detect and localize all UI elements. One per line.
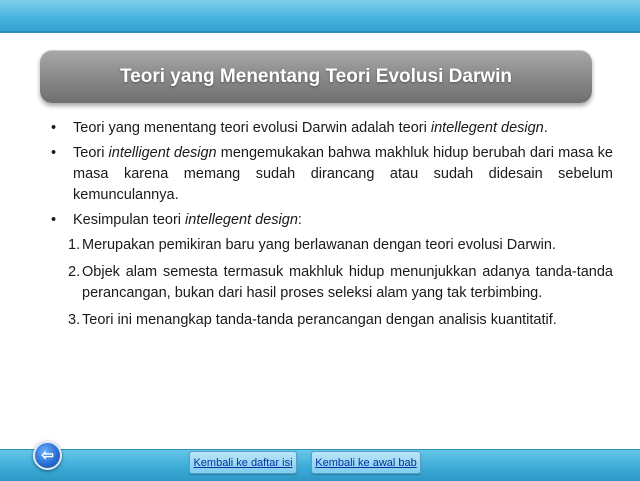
item-text: Teori ini menangkap tanda-tanda perancangan dengan analisis kuantitatif. xyxy=(82,312,557,328)
numbered-item xyxy=(40,262,613,304)
bullet-item xyxy=(40,118,613,139)
slide-title: Teori yang Menentang Teori Evolusi Darwin xyxy=(119,65,513,87)
back-arrow-icon: ⇦ xyxy=(41,447,54,464)
bullet-prefix: Teori xyxy=(73,145,109,161)
bullet-item xyxy=(40,210,613,231)
bullet-italic: intellegent design xyxy=(430,120,544,136)
daftar-isi-button[interactable]: Kembali ke daftar isi xyxy=(189,451,297,474)
numbered-item xyxy=(40,310,613,331)
item-number: 2. xyxy=(68,264,81,280)
bullet-end: : xyxy=(297,212,302,228)
numbered-list xyxy=(40,235,613,331)
bullet-text: Teori yang menentang teori evolusi Darwin adalah teori xyxy=(73,120,431,136)
bullet-end: . xyxy=(543,120,548,136)
slide-content xyxy=(40,118,613,337)
awal-bab-button[interactable]: Kembali ke awal bab xyxy=(311,451,421,474)
bullet-item xyxy=(40,143,613,206)
numbered-item xyxy=(40,235,613,256)
top-bar xyxy=(0,0,640,33)
bullet-prefix: Kesimpulan teori xyxy=(73,212,186,228)
back-button[interactable] xyxy=(33,441,62,470)
bullet-italic: intelligent design xyxy=(108,145,217,161)
item-text: Merupakan pemikiran baru yang berlawanan dengan teori evolusi Darwin. xyxy=(82,237,556,253)
bullet-text: mengemukakan bahwa makhluk hidup berubah dari masa ke masa karena memang sudah dirancang atau sudah didesain sebelum kemunculannya. xyxy=(73,145,613,203)
bullet-italic: intellegent design xyxy=(185,212,298,228)
title-box xyxy=(40,50,592,103)
item-number: 1. xyxy=(68,237,81,253)
item-text: Objek alam semesta termasuk makhluk hidup menunjukkan adanya tanda-tanda perancangan, bukan dari hasil proses seleksi alam yang tak terbimbing. xyxy=(82,264,613,301)
item-number: 3. xyxy=(68,312,81,328)
